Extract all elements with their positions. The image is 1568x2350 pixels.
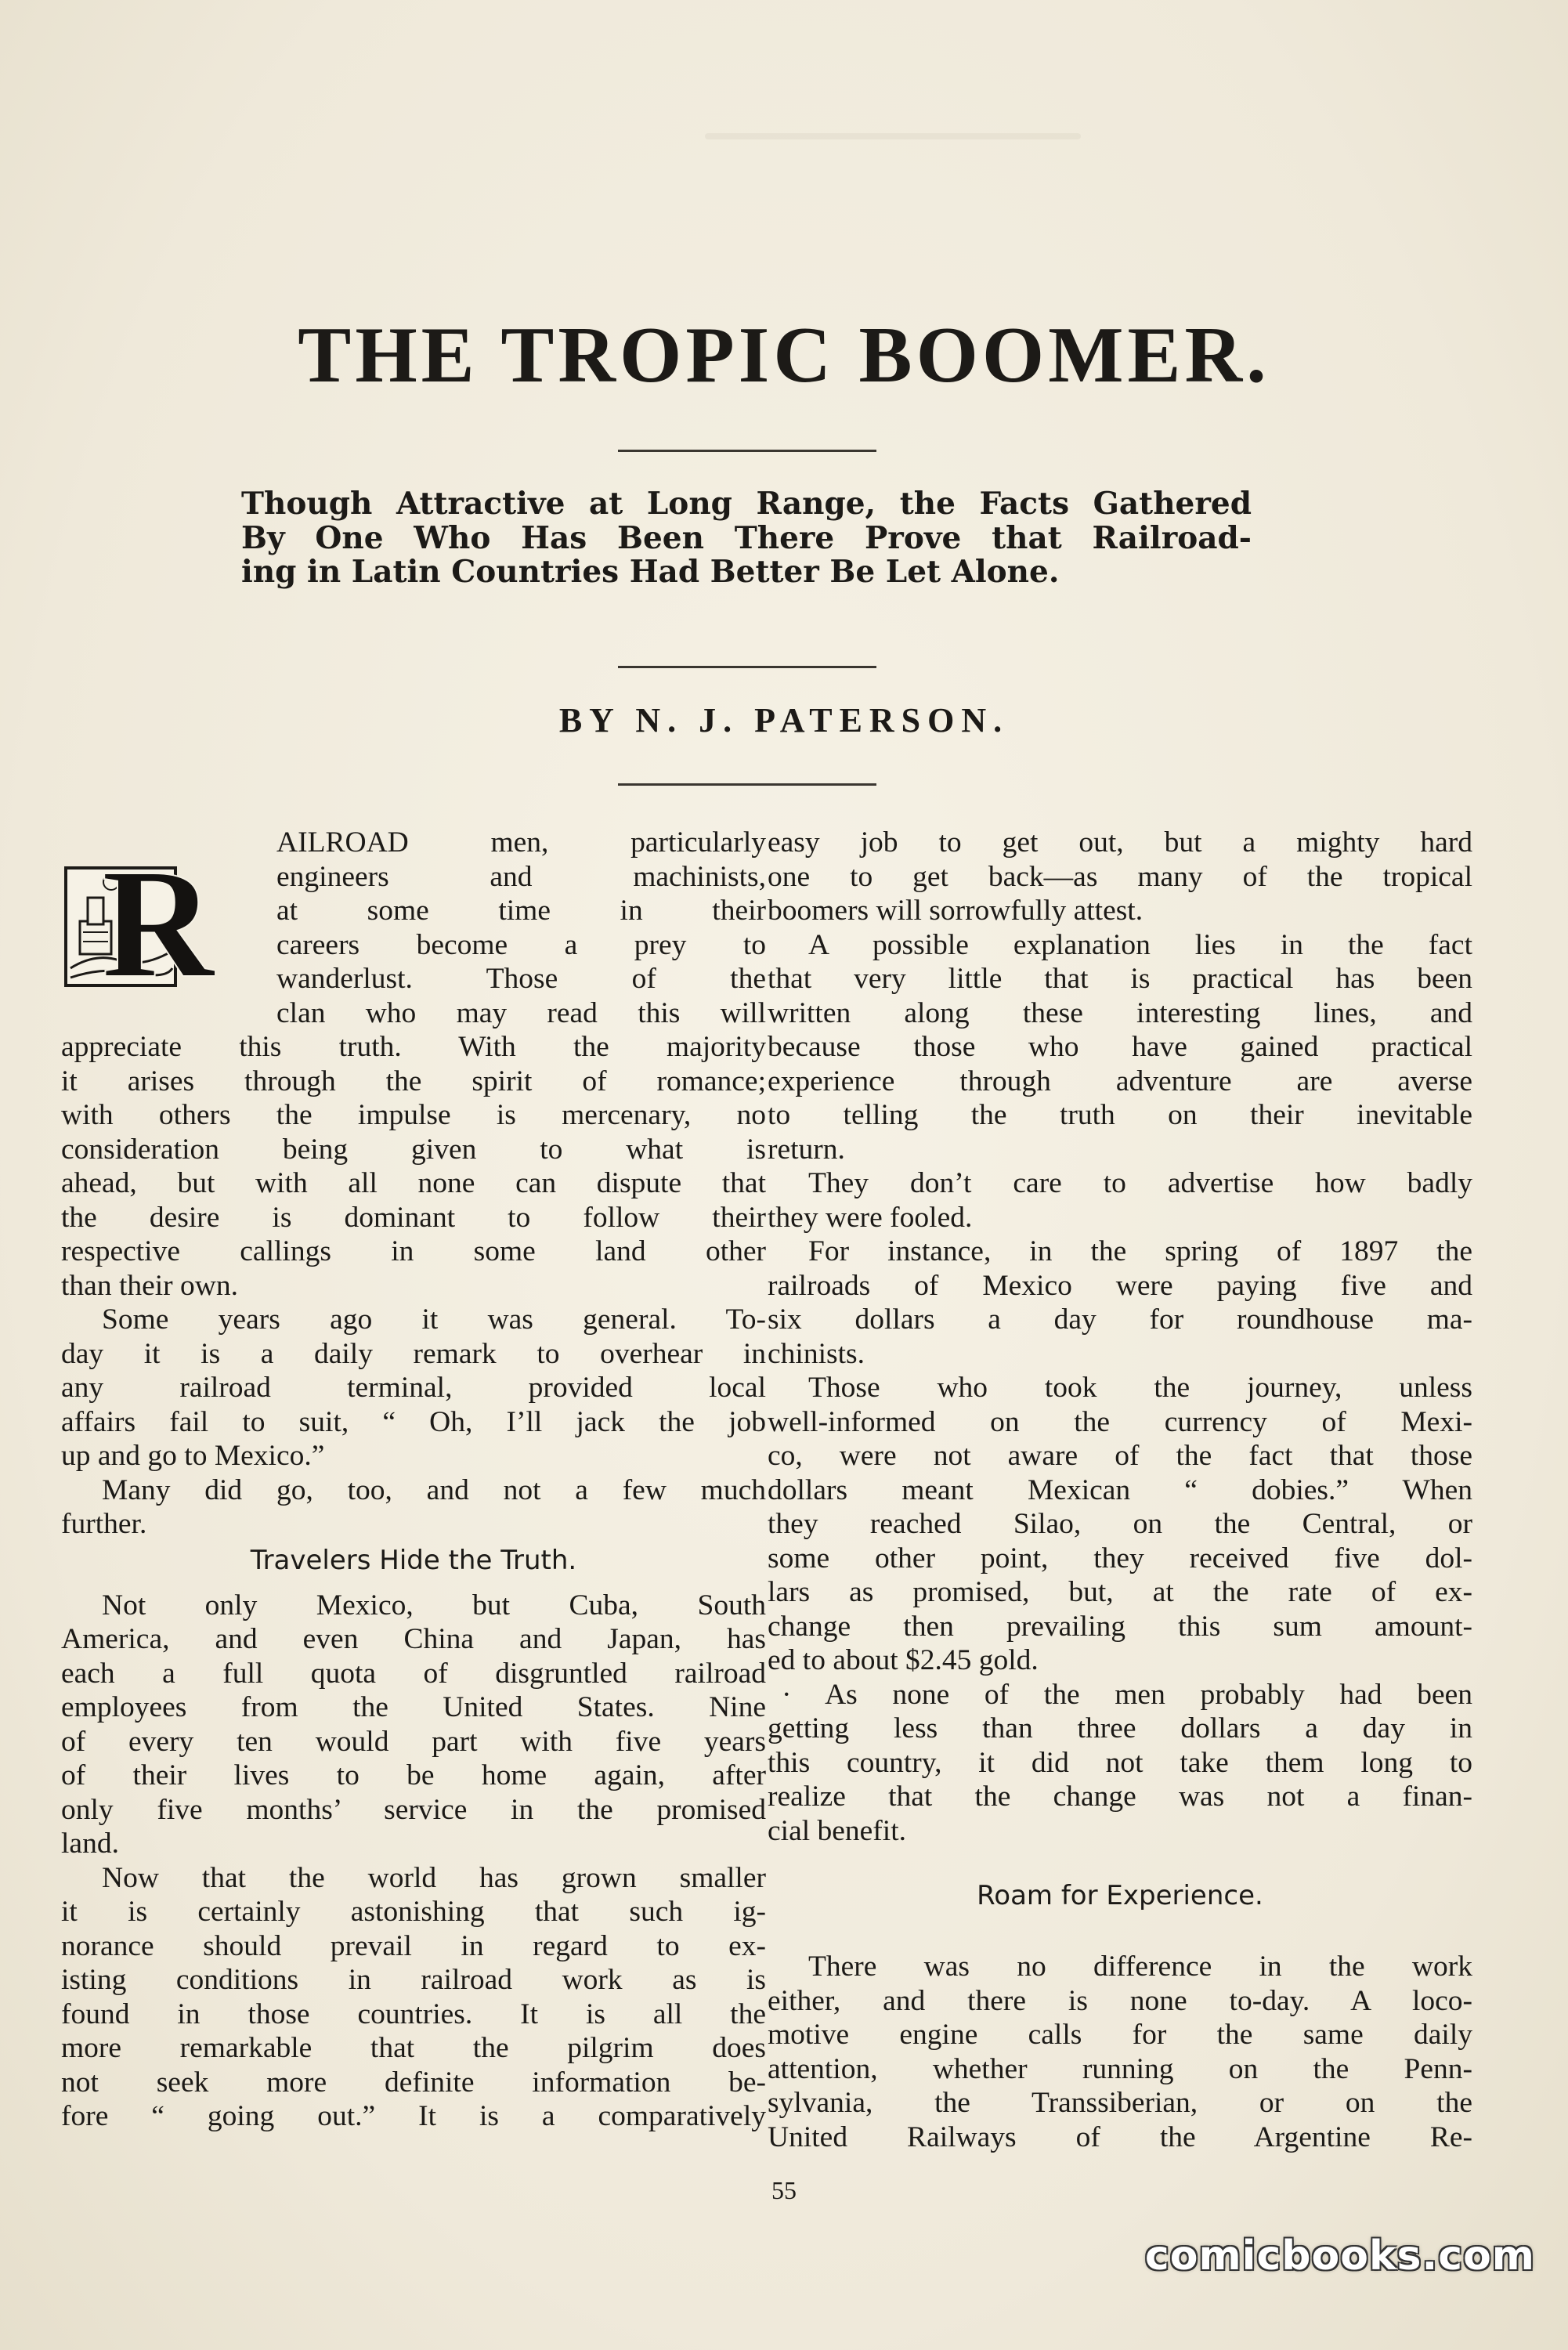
site-watermark: comicbooks.com [1144,2232,1535,2280]
deck-line: By One Who Has Been There Prove that Railroad- [241,519,1252,556]
body-line: attention, whether running on the Penn- [768,2052,1472,2085]
body-line: change then prevailing this sum amount- [768,1610,1472,1643]
body-line: of every ten would part with five years [61,1725,766,1758]
body-line: wanderlust. Those of the [276,963,766,995]
article-title: THE TROPIC BOOMER. [298,311,1270,400]
article-deck [241,487,1252,590]
body-line: lars as promised, but, at the rate of ex- [768,1576,1472,1608]
body-line: some other point, they received five dol- [768,1542,1472,1574]
body-line: that very little that is practical has been [768,963,1472,995]
body-line: at some time in their [276,895,766,927]
body-line: chinists. [768,1337,865,1370]
body-line: fore “ going out.” It is a comparatively [61,2100,766,2132]
body-line: land. [61,1828,119,1860]
body-line: Those who took the journey, unless [808,1372,1472,1404]
body-line: sylvania, the Transsiberian, or on the [768,2087,1472,2119]
drop-cap-letter: R [101,851,215,995]
body-line: dollars meant Mexican “ dobies.” When [768,1473,1472,1506]
body-line: than their own. [61,1269,238,1302]
body-line: careers become a prey to [276,928,766,961]
body-line: either, and there is none to-day. A loco- [768,1984,1472,2017]
body-line: of their lives to be home again, after [61,1759,766,1791]
body-line: each a full quota of disgruntled railroad [61,1657,766,1690]
byline-divider [618,783,876,786]
deck-line: ing in Latin Countries Had Better Be Let Alone. [241,554,1060,590]
body-line: they reached Silao, on the Central, or [768,1508,1472,1540]
body-line: they were fooled. [768,1201,973,1234]
right-column [768,826,1472,2154]
body-line: only five months’ service in the promised [61,1793,766,1826]
body-line: Some years ago it was general. To- [102,1303,766,1336]
deck-line: Though Attractive at Long Range, the Facts Gathered [241,486,1252,522]
body-line: not seek more definite information be- [61,2066,766,2099]
body-line: America, and even China and Japan, has [61,1623,766,1655]
body-line: to telling the truth on their inevitable [768,1099,1472,1131]
byline: BY N. J. PATERSON. [558,701,1010,739]
body-line: it arises through the spirit of romance; [61,1065,766,1097]
body-line: railroads of Mexico were paying five and [768,1269,1472,1302]
body-line: the desire is dominant to follow their [61,1201,766,1234]
body-line: There was no difference in the work [808,1950,1472,1983]
body-line: cial benefit. [768,1814,906,1847]
body-line: with others the impulse is mercenary, no [61,1099,766,1131]
body-line: more remarkable that the pilgrim does [61,2032,766,2064]
bleed-through-shadow [705,133,1081,139]
deck-divider [618,666,876,668]
body-line: return. [768,1133,845,1166]
body-line: respective callings in some land other [61,1235,766,1267]
title-divider [618,450,876,452]
body-line: consideration being given to what is [61,1133,766,1166]
body-line: one to get back—as many of the tropical [768,860,1472,893]
body-line: clan who may read this will [276,996,766,1029]
body-line: employees from the United States. Nine [61,1691,766,1723]
body-line: They don’t care to advertise how badly [808,1167,1472,1199]
body-line: this country, it did not take them long to [768,1746,1472,1779]
section-heading: Roam for Experience. [977,1880,1263,1911]
body-line: A possible explanation lies in the fact [808,928,1472,961]
body-line: getting less than three dollars a day in [768,1712,1472,1744]
page-number: 55 [771,2176,797,2204]
body-line: Many did go, too, and not a few much [102,1473,766,1506]
body-line: Now that the world has grown smaller [102,1861,766,1894]
body-line: affairs fail to suit, “ Oh, I’ll jack the job [61,1405,766,1438]
body-line: ed to about $2.45 gold. [768,1644,1039,1676]
body-line: experience through adventure are averse [768,1065,1472,1097]
body-line: any railroad terminal, provided local [61,1372,766,1404]
body-line: ahead, but with all none can dispute that [61,1167,766,1199]
body-line: For instance, in the spring of 1897 the [808,1235,1472,1267]
left-column [61,826,766,2134]
body-line: found in those countries. It is all the [61,1998,766,2030]
body-line: appreciate this truth. With the majority [61,1031,766,1063]
section-heading: Travelers Hide the Truth. [250,1544,577,1576]
body-line: up and go to Mexico.” [61,1440,325,1472]
body-line: boomers will sorrowfully attest. [768,895,1143,927]
body-line: written along these interesting lines, and [768,996,1472,1029]
body-line: six dollars a day for roundhouse ma- [768,1303,1472,1336]
body-line: realize that the change was not a finan- [768,1781,1472,1813]
body-line: Not only Mexico, but Cuba, South [102,1589,766,1622]
body-line: AILROAD men, particularly [276,826,766,859]
body-line: easy job to get out, but a mighty hard [768,826,1472,859]
body-line: co, were not aware of the fact that those [768,1440,1472,1472]
body-line: because those who have gained practical [768,1031,1472,1063]
body-line: day it is a daily remark to overhear in [61,1337,766,1370]
body-line: isting conditions in railroad work as is [61,1964,766,1996]
body-line: engineers and machinists, [276,860,766,893]
body-line: norance should prevail in regard to ex- [61,1929,766,1962]
body-line: well-informed on the currency of Mexi- [768,1405,1472,1438]
body-line: further. [61,1508,147,1540]
body-line: motive engine calls for the same daily [768,2019,1472,2051]
body-line: it is certainly astonishing that such ig- [61,1896,766,1928]
body-line: United Railways of the Argentine Re- [768,2120,1472,2153]
body-line: · As none of the men probably had been [782,1678,1472,1711]
